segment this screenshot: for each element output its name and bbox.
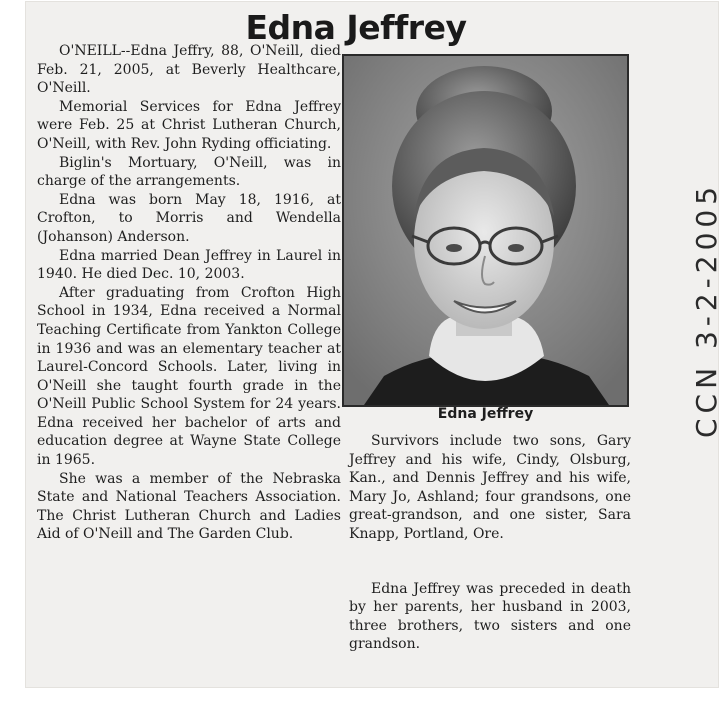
paragraph-memberships: She was a member of the Nebraska State and National Teachers Association. The Christ Lutheran Church and Ladies Aid of O'Neill and The Garden Club. [37,470,341,543]
portrait-illustration [344,56,627,405]
handwritten-date-note: CCN 3-2-2005 [690,181,723,438]
left-column [37,42,341,544]
paragraph-preceded-in-death: Edna Jeffrey was preceded in death by her parents, her husband in 2003, three brothers, two sisters and one grandson. [349,580,631,653]
paragraph-birth: Edna was born May 18, 1916, at Crofton, to Morris and Wendella (Johanson) Anderson. [37,191,341,245]
column-spacer [349,544,631,580]
paragraph-survivors: Survivors include two sons, Gary Jeffrey and his wife, Cindy, Olsburg, Kan., and Dennis Jeffrey and his wife, Mary Jo, Ashland; four grandsons, one great-grandson, and one sister, Sara Knapp, Portland, Ore. [349,433,631,542]
photo-caption: Edna Jeffrey [437,406,534,422]
right-column [349,432,631,654]
paragraph-mortuary: Biglin's Mortuary, O'Neill, was in charge of the arrangements. [37,154,341,190]
paragraph-death-notice: O'NEILL--Edna Jeffry, 88, O'Neill, died Feb. 21, 2005, at Beverly Healthcare, O'Neill. [37,43,341,97]
paragraph-career: After graduating from Crofton High School in 1934, Edna received a Normal Teaching Certificate from Yankton College in 1936 and was an elementary teacher at Laurel-Concord Schools. Later, living in O'Neill she taught fourth grade in the O'Neill Public School System for 24 years. Edna received her bachelor of arts and education degree at Wayne State College in 1965. [37,284,341,469]
obituary-headline: Edna Jeffrey [245,8,467,47]
newspaper-clipping [26,2,723,687]
portrait-photo [342,54,629,407]
paragraph-marriage: Edna married Dean Jeffrey in Laurel in 1940. He died Dec. 10, 2003. [37,247,341,283]
paragraph-memorial-services: Memorial Services for Edna Jeffrey were Feb. 25 at Christ Lutheran Church, O'Neill, with Rev. John Ryding officiating. [37,98,341,152]
